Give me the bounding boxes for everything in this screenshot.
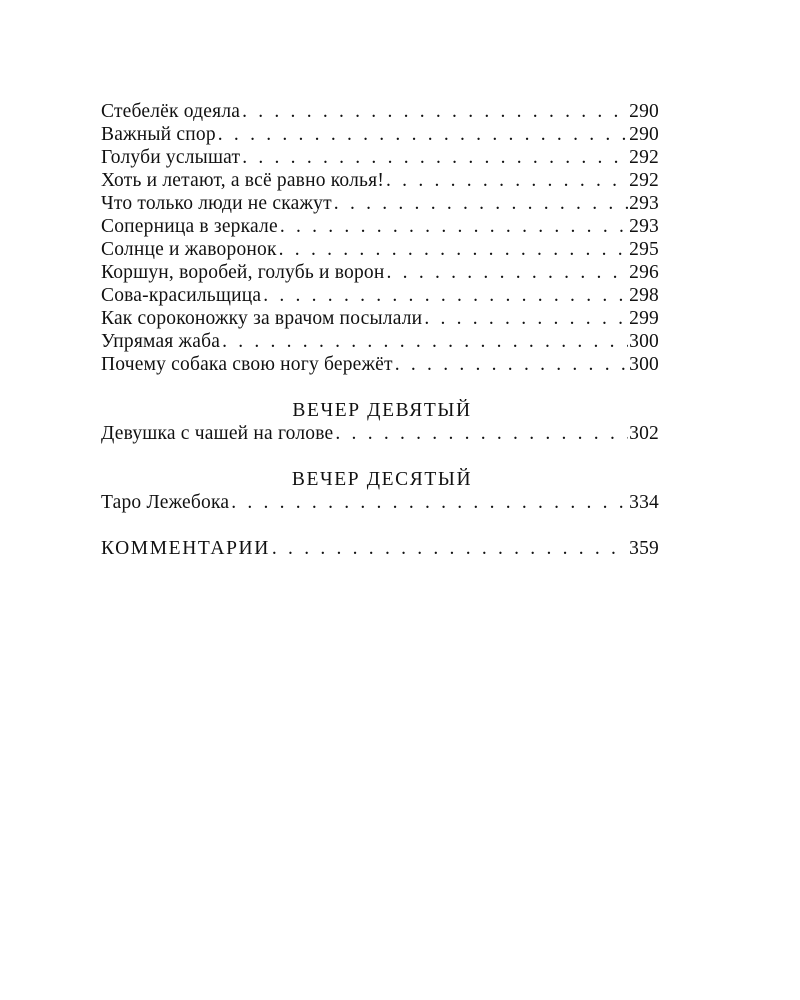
toc-entry-page: 292 [629,147,659,168]
toc-entry-title: Солнце и жаворонок [101,239,277,260]
toc-entry-page: 359 [629,538,659,559]
dot-leader [242,146,628,169]
toc-entry [101,192,659,215]
toc-entry-title: Как сороконожку за врачом посылали [101,308,423,329]
toc-entry-page: 292 [629,170,659,191]
toc-entry-page: 296 [629,262,659,283]
toc-entry [101,100,659,123]
dot-leader [335,422,628,445]
dot-leader [279,238,628,261]
toc-entry-page: 334 [629,492,659,513]
toc-entry-title: Хоть и летают, а всё равно колья! [101,170,385,191]
toc-entry [101,238,659,261]
toc-entry-title: Упрямая жаба [101,331,221,352]
section-heading: ВЕЧЕР ДЕВЯТЫЙ [292,400,472,421]
toc-entry [101,146,659,169]
toc-entry-page: 300 [629,331,659,352]
toc-entry-title: Девушка с чашей на голове [101,423,334,444]
toc-entry-title: Голуби услышат [101,147,241,168]
toc-entry-page: 290 [629,124,659,145]
toc-entry [101,123,659,146]
dot-leader [222,330,628,353]
toc-entry [101,353,659,376]
toc-entry-title: Соперница в зеркале [101,216,278,237]
toc-entry [101,215,659,238]
toc-entry-title: Стебелёк одеяла [101,101,241,122]
dot-leader [395,353,628,376]
table-of-contents [101,100,659,560]
dot-leader [280,215,628,238]
dot-leader [334,192,628,215]
toc-entry [101,307,659,330]
toc-entry-commentary [101,537,659,560]
toc-entry-title: Почему собака свою ногу бережёт [101,354,393,375]
toc-entry-title: Важный спор [101,124,216,145]
toc-entry-page: 293 [629,193,659,214]
dot-leader [263,284,628,307]
toc-entry-title: Таро Лежебока [101,492,230,513]
toc-entry-title: Коршун, воробей, голубь и ворон [101,262,385,283]
toc-entry-page: 298 [629,285,659,306]
toc-entry-page: 302 [629,423,659,444]
toc-entry [101,330,659,353]
dot-leader [386,169,628,192]
dot-leader [424,307,628,330]
toc-entry-title: Сова-красильщица [101,285,262,306]
toc-entry [101,422,659,445]
toc-entry-page: 293 [629,216,659,237]
dot-leader [387,261,629,284]
toc-entry [101,261,659,284]
toc-entry-title: Что только люди не скажут [101,193,332,214]
dot-leader [272,537,628,560]
toc-entry-page: 300 [629,354,659,375]
toc-entry [101,284,659,307]
section-heading: ВЕЧЕР ДЕСЯТЫЙ [291,469,473,490]
toc-entry [101,169,659,192]
toc-entry-title: КОММЕНТАРИИ [101,538,270,559]
toc-entry [101,491,659,514]
dot-leader [231,491,628,514]
toc-entry-page: 299 [629,308,659,329]
dot-leader [242,100,628,123]
toc-entry-page: 290 [629,101,659,122]
dot-leader [218,123,628,146]
toc-entry-page: 295 [629,239,659,260]
